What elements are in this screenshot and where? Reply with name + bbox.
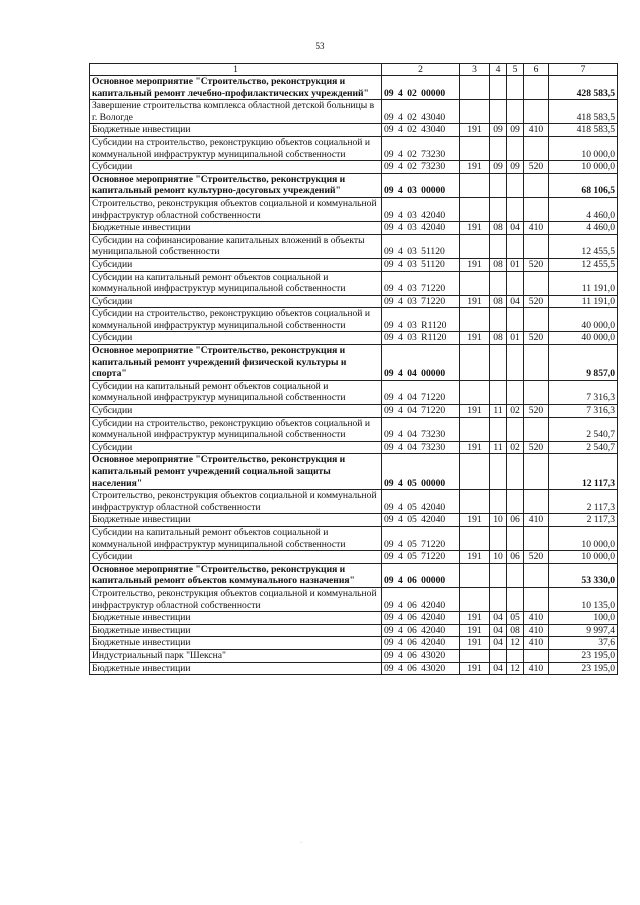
expense-type-cell — [524, 649, 549, 662]
target-code-cell: 09 4 02 00000 — [382, 76, 460, 100]
amount-cell: 10 000,0 — [549, 551, 618, 564]
section-cell: 04 — [490, 624, 507, 637]
table-row — [90, 124, 618, 137]
department-cell: 191 — [460, 624, 490, 637]
section-cell: 08 — [490, 258, 507, 271]
expense-type-cell: 410 — [524, 514, 549, 527]
amount-cell: 23 195,0 — [549, 662, 618, 675]
amount-cell: 10 135,0 — [549, 587, 618, 611]
subsection-cell — [507, 490, 524, 514]
header-cell: 4 — [490, 64, 507, 76]
target-code-cell: 09 4 04 73230 — [382, 417, 460, 441]
table-row — [90, 136, 618, 160]
amount-cell: 7 316,3 — [549, 380, 618, 404]
table-row — [90, 308, 618, 332]
section-cell: 11 — [490, 441, 507, 454]
department-cell — [460, 345, 490, 381]
section-cell — [490, 308, 507, 332]
budget-table — [89, 63, 618, 675]
target-code-cell: 09 4 06 43020 — [382, 662, 460, 675]
subsection-cell: 04 — [507, 295, 524, 308]
subsection-cell: 02 — [507, 405, 524, 418]
expense-type-cell: 520 — [524, 332, 549, 345]
item-name-cell: Субсидии — [90, 332, 382, 345]
subsection-cell — [507, 100, 524, 124]
item-name-cell: Субсидии — [90, 295, 382, 308]
subsection-cell — [507, 345, 524, 381]
table-row — [90, 637, 618, 650]
section-cell: 10 — [490, 551, 507, 564]
subsection-cell: 06 — [507, 514, 524, 527]
subsection-cell — [507, 173, 524, 197]
item-name-cell: Основное мероприятие "Строительство, реконструкция и капитальный ремонт объектов коммунального назначения" — [90, 563, 382, 587]
table-row — [90, 271, 618, 295]
expense-type-cell: 410 — [524, 662, 549, 675]
item-name-cell: Основное мероприятие "Строительство, реконструкция и капитальный ремонт лечебно-профилактических учреждений" — [90, 76, 382, 100]
amount-cell: 428 583,5 — [549, 76, 618, 100]
target-code-cell: 09 4 04 73230 — [382, 441, 460, 454]
item-name-cell: Субсидии на капитальный ремонт объектов социальной и коммунальной инфраструктур муниципальной собственности — [90, 380, 382, 404]
item-name-cell: Субсидии на строительство, реконструкцию объектов социальной и коммунальной инфраструктур муниципальной собственности — [90, 417, 382, 441]
amount-cell: 9 997,4 — [549, 624, 618, 637]
table-row — [90, 295, 618, 308]
department-cell — [460, 100, 490, 124]
amount-cell: 7 316,3 — [549, 405, 618, 418]
section-cell: 08 — [490, 222, 507, 235]
header-cell: 1 — [90, 64, 382, 76]
target-code-cell: 09 4 03 42040 — [382, 197, 460, 221]
header-cell: 5 — [507, 64, 524, 76]
department-cell: 191 — [460, 161, 490, 174]
section-cell — [490, 454, 507, 490]
subsection-cell: 12 — [507, 637, 524, 650]
expense-type-cell — [524, 136, 549, 160]
amount-cell: 12 455,5 — [549, 234, 618, 258]
section-cell: 09 — [490, 161, 507, 174]
department-cell — [460, 563, 490, 587]
item-name-cell: Бюджетные инвестиции — [90, 514, 382, 527]
expense-type-cell — [524, 308, 549, 332]
table-row — [90, 490, 618, 514]
subsection-cell — [507, 454, 524, 490]
table-row — [90, 173, 618, 197]
target-code-cell: 09 4 06 42040 — [382, 587, 460, 611]
department-cell: 191 — [460, 222, 490, 235]
expense-type-cell: 410 — [524, 222, 549, 235]
department-cell — [460, 76, 490, 100]
item-name-cell: Субсидии — [90, 161, 382, 174]
item-name-cell: Субсидии — [90, 405, 382, 418]
expense-type-cell: 520 — [524, 258, 549, 271]
target-code-cell: 09 4 05 71220 — [382, 551, 460, 564]
table-row — [90, 551, 618, 564]
item-name-cell: Строительство, реконструкция объектов социальной и коммунальной инфраструктур областной собственности — [90, 197, 382, 221]
subsection-cell: 01 — [507, 332, 524, 345]
department-cell: 191 — [460, 332, 490, 345]
department-cell: 191 — [460, 295, 490, 308]
table-row — [90, 258, 618, 271]
subsection-cell — [507, 526, 524, 550]
department-cell — [460, 380, 490, 404]
section-cell: 04 — [490, 612, 507, 625]
expense-type-cell — [524, 587, 549, 611]
target-code-cell: 09 4 05 00000 — [382, 454, 460, 490]
section-cell: 11 — [490, 405, 507, 418]
section-cell — [490, 417, 507, 441]
expense-type-cell: 410 — [524, 624, 549, 637]
amount-cell: 68 106,5 — [549, 173, 618, 197]
target-code-cell: 09 4 02 73230 — [382, 136, 460, 160]
section-cell: 04 — [490, 662, 507, 675]
section-cell — [490, 234, 507, 258]
subsection-cell — [507, 197, 524, 221]
section-cell — [490, 587, 507, 611]
item-name-cell: Субсидии — [90, 441, 382, 454]
header-cell: 2 — [382, 64, 460, 76]
target-code-cell: 09 4 05 42040 — [382, 490, 460, 514]
target-code-cell: 09 4 05 42040 — [382, 514, 460, 527]
subsection-cell: 09 — [507, 124, 524, 137]
amount-cell: 12 455,5 — [549, 258, 618, 271]
amount-cell: 418 583,5 — [549, 124, 618, 137]
expense-type-cell — [524, 197, 549, 221]
department-cell: 191 — [460, 514, 490, 527]
item-name-cell: Субсидии на софинансирование капитальных вложений в объекты муниципальной собственности — [90, 234, 382, 258]
scan-mark: · — [300, 840, 302, 846]
target-code-cell: 09 4 03 51120 — [382, 258, 460, 271]
section-cell — [490, 380, 507, 404]
table-row — [90, 417, 618, 441]
department-cell — [460, 417, 490, 441]
section-cell — [490, 490, 507, 514]
header-cell: 6 — [524, 64, 549, 76]
table-row — [90, 76, 618, 100]
expense-type-cell: 410 — [524, 124, 549, 137]
department-cell — [460, 271, 490, 295]
table-row — [90, 526, 618, 550]
department-cell — [460, 136, 490, 160]
target-code-cell: 09 4 03 51120 — [382, 234, 460, 258]
amount-cell: 418 583,5 — [549, 100, 618, 124]
item-name-cell: Бюджетные инвестиции — [90, 624, 382, 637]
item-name-cell: Бюджетные инвестиции — [90, 124, 382, 137]
item-name-cell: Строительство, реконструкция объектов социальной и коммунальной инфраструктур областной собственности — [90, 490, 382, 514]
item-name-cell: Бюджетные инвестиции — [90, 637, 382, 650]
expense-type-cell — [524, 76, 549, 100]
amount-cell: 11 191,0 — [549, 295, 618, 308]
table-row — [90, 100, 618, 124]
section-cell — [490, 345, 507, 381]
amount-cell: 37,6 — [549, 637, 618, 650]
department-cell: 191 — [460, 637, 490, 650]
amount-cell: 2 540,7 — [549, 417, 618, 441]
section-cell — [490, 649, 507, 662]
table-row — [90, 662, 618, 675]
item-name-cell: Субсидии — [90, 551, 382, 564]
section-cell — [490, 271, 507, 295]
target-code-cell: 09 4 03 42040 — [382, 222, 460, 235]
table-row — [90, 405, 618, 418]
department-cell: 191 — [460, 612, 490, 625]
expense-type-cell: 520 — [524, 441, 549, 454]
subsection-cell: 08 — [507, 624, 524, 637]
department-cell — [460, 308, 490, 332]
item-name-cell: Основное мероприятие "Строительство, реконструкция и капитальный ремонт культурно-досуговых учреждений" — [90, 173, 382, 197]
page-number: 53 — [315, 41, 325, 51]
amount-cell: 10 000,0 — [549, 136, 618, 160]
subsection-cell — [507, 417, 524, 441]
subsection-cell: 06 — [507, 551, 524, 564]
table-row — [90, 197, 618, 221]
expense-type-cell: 410 — [524, 612, 549, 625]
subsection-cell — [507, 380, 524, 404]
target-code-cell: 09 4 06 43020 — [382, 649, 460, 662]
expense-type-cell — [524, 526, 549, 550]
amount-cell: 40 000,0 — [549, 308, 618, 332]
table-header-row — [90, 64, 618, 76]
target-code-cell: 09 4 02 43040 — [382, 100, 460, 124]
amount-cell: 2 117,3 — [549, 490, 618, 514]
target-code-cell: 09 4 02 73230 — [382, 161, 460, 174]
amount-cell: 23 195,0 — [549, 649, 618, 662]
table-row — [90, 649, 618, 662]
item-name-cell: Завершение строительства комплекса областной детской больницы в г. Вологде — [90, 100, 382, 124]
table-row — [90, 345, 618, 381]
item-name-cell: Субсидии на строительство, реконструкцию объектов социальной и коммунальной инфраструктур муниципальной собственности — [90, 136, 382, 160]
target-code-cell: 09 4 03 R1120 — [382, 332, 460, 345]
amount-cell: 4 460,0 — [549, 222, 618, 235]
subsection-cell — [507, 649, 524, 662]
section-cell: 08 — [490, 332, 507, 345]
target-code-cell: 09 4 03 R1120 — [382, 308, 460, 332]
subsection-cell: 12 — [507, 662, 524, 675]
table-row — [90, 441, 618, 454]
subsection-cell: 02 — [507, 441, 524, 454]
header-cell: 7 — [549, 64, 618, 76]
expense-type-cell — [524, 454, 549, 490]
table-row — [90, 514, 618, 527]
section-cell: 08 — [490, 295, 507, 308]
department-cell: 191 — [460, 124, 490, 137]
department-cell — [460, 587, 490, 611]
table-row — [90, 454, 618, 490]
expense-type-cell — [524, 173, 549, 197]
department-cell — [460, 234, 490, 258]
subsection-cell — [507, 136, 524, 160]
department-cell: 191 — [460, 258, 490, 271]
header-cell: 3 — [460, 64, 490, 76]
expense-type-cell — [524, 345, 549, 381]
table-row — [90, 222, 618, 235]
subsection-cell — [507, 587, 524, 611]
section-cell — [490, 173, 507, 197]
expense-type-cell — [524, 271, 549, 295]
department-cell — [460, 454, 490, 490]
expense-type-cell: 520 — [524, 405, 549, 418]
amount-cell: 2 540,7 — [549, 441, 618, 454]
section-cell — [490, 76, 507, 100]
expense-type-cell — [524, 234, 549, 258]
table-row — [90, 612, 618, 625]
target-code-cell: 09 4 03 00000 — [382, 173, 460, 197]
item-name-cell: Субсидии — [90, 258, 382, 271]
amount-cell: 53 330,0 — [549, 563, 618, 587]
section-cell — [490, 136, 507, 160]
expense-type-cell — [524, 563, 549, 587]
target-code-cell: 09 4 06 42040 — [382, 637, 460, 650]
section-cell: 09 — [490, 124, 507, 137]
subsection-cell — [507, 234, 524, 258]
department-cell — [460, 649, 490, 662]
subsection-cell — [507, 563, 524, 587]
expense-type-cell: 410 — [524, 637, 549, 650]
expense-type-cell — [524, 100, 549, 124]
department-cell: 191 — [460, 551, 490, 564]
item-name-cell: Строительство, реконструкция объектов социальной и коммунальной инфраструктур областной собственности — [90, 587, 382, 611]
table-row — [90, 234, 618, 258]
item-name-cell: Субсидии на капитальный ремонт объектов социальной и коммунальной инфраструктур муниципальной собственности — [90, 526, 382, 550]
target-code-cell: 09 4 05 71220 — [382, 526, 460, 550]
table-row — [90, 624, 618, 637]
item-name-cell: Субсидии на капитальный ремонт объектов социальной и коммунальной инфраструктур муниципальной собственности — [90, 271, 382, 295]
department-cell — [460, 490, 490, 514]
target-code-cell: 09 4 03 71220 — [382, 295, 460, 308]
department-cell: 191 — [460, 441, 490, 454]
item-name-cell: Основное мероприятие "Строительство, реконструкция и капитальный ремонт учреждений физической культуры и спорта" — [90, 345, 382, 381]
expense-type-cell — [524, 490, 549, 514]
department-cell: 191 — [460, 405, 490, 418]
item-name-cell: Основное мероприятие "Строительство, реконструкция и капитальный ремонт учреждений социальной защиты населения" — [90, 454, 382, 490]
subsection-cell: 09 — [507, 161, 524, 174]
table-row — [90, 332, 618, 345]
amount-cell: 100,0 — [549, 612, 618, 625]
section-cell: 04 — [490, 637, 507, 650]
amount-cell: 2 117,3 — [549, 514, 618, 527]
amount-cell: 11 191,0 — [549, 271, 618, 295]
target-code-cell: 09 4 06 00000 — [382, 563, 460, 587]
subsection-cell: 04 — [507, 222, 524, 235]
department-cell — [460, 173, 490, 197]
item-name-cell: Бюджетные инвестиции — [90, 222, 382, 235]
item-name-cell: Субсидии на строительство, реконструкцию объектов социальной и коммунальной инфраструктур муниципальной собственности — [90, 308, 382, 332]
expense-type-cell — [524, 380, 549, 404]
section-cell — [490, 197, 507, 221]
table-row — [90, 161, 618, 174]
target-code-cell: 09 4 04 00000 — [382, 345, 460, 381]
amount-cell: 40 000,0 — [549, 332, 618, 345]
department-cell — [460, 526, 490, 550]
expense-type-cell: 520 — [524, 551, 549, 564]
subsection-cell: 05 — [507, 612, 524, 625]
subsection-cell — [507, 76, 524, 100]
item-name-cell: Бюджетные инвестиции — [90, 662, 382, 675]
section-cell — [490, 563, 507, 587]
table-row — [90, 563, 618, 587]
section-cell — [490, 100, 507, 124]
section-cell — [490, 526, 507, 550]
subsection-cell: 01 — [507, 258, 524, 271]
target-code-cell: 09 4 02 43040 — [382, 124, 460, 137]
target-code-cell: 09 4 06 42040 — [382, 612, 460, 625]
subsection-cell — [507, 271, 524, 295]
department-cell: 191 — [460, 662, 490, 675]
table-row — [90, 587, 618, 611]
expense-type-cell: 520 — [524, 295, 549, 308]
amount-cell: 10 000,0 — [549, 161, 618, 174]
amount-cell: 10 000,0 — [549, 526, 618, 550]
subsection-cell — [507, 308, 524, 332]
amount-cell: 9 857,0 — [549, 345, 618, 381]
amount-cell: 12 117,3 — [549, 454, 618, 490]
table-row — [90, 380, 618, 404]
expense-type-cell: 520 — [524, 161, 549, 174]
section-cell: 10 — [490, 514, 507, 527]
target-code-cell: 09 4 06 42040 — [382, 624, 460, 637]
item-name-cell: Индустриальный парк "Шексна" — [90, 649, 382, 662]
amount-cell: 4 460,0 — [549, 197, 618, 221]
target-code-cell: 09 4 04 71220 — [382, 405, 460, 418]
target-code-cell: 09 4 04 71220 — [382, 380, 460, 404]
expense-type-cell — [524, 417, 549, 441]
item-name-cell: Бюджетные инвестиции — [90, 612, 382, 625]
target-code-cell: 09 4 03 71220 — [382, 271, 460, 295]
department-cell — [460, 197, 490, 221]
